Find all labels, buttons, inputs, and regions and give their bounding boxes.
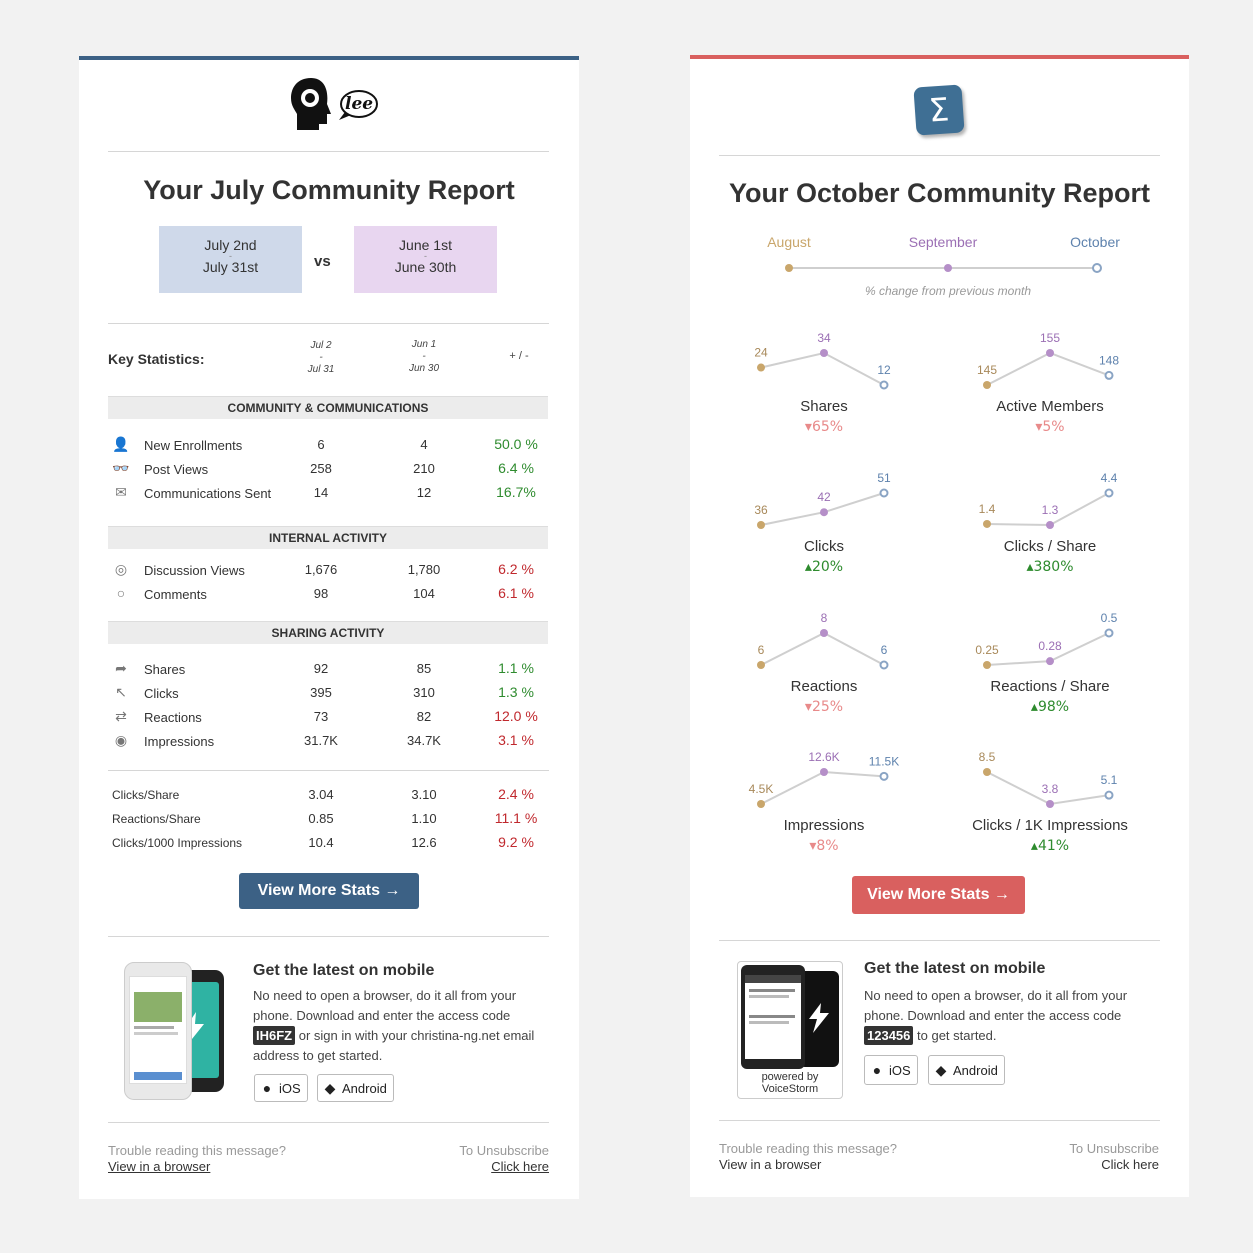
divider	[108, 151, 549, 152]
table-row	[108, 458, 548, 480]
sparkline-point	[881, 490, 888, 497]
android-store-button[interactable]	[317, 1074, 394, 1102]
metric-label: Shares	[800, 398, 848, 415]
value-label: 11.5K	[868, 754, 900, 769]
column-header-current	[291, 340, 351, 376]
mobile-text-before: No need to open a browser, do it all from your phone. Download and enter the access code	[864, 988, 1128, 1023]
ratio-current-value: 0.85	[308, 811, 334, 826]
month-label-september: September	[908, 234, 978, 250]
divider	[719, 940, 1160, 941]
row-label: New Enrollments	[144, 438, 243, 453]
row-change: 1.3 %	[498, 684, 534, 700]
row-previous-value: 1,780	[407, 562, 441, 577]
row-current-value: 395	[310, 685, 332, 700]
row-label: Impressions	[144, 734, 215, 749]
vs-label: vs	[314, 253, 331, 270]
row-previous-value: 12	[416, 485, 432, 500]
report-title: Your October Community Report	[728, 178, 1151, 208]
divider	[108, 323, 549, 324]
sparkline	[761, 772, 884, 804]
sparkline-point	[757, 800, 765, 808]
row-label: Reactions	[144, 710, 202, 725]
divider	[719, 155, 1160, 156]
value-label: 42	[817, 490, 831, 505]
eye-icon: ◉	[114, 732, 128, 748]
lee-logo	[289, 74, 381, 134]
value-label: 6	[880, 643, 888, 657]
sparkline-point	[1046, 521, 1054, 529]
value-label: 1.4	[978, 501, 996, 516]
ratio-previous-value: 12.6	[411, 835, 437, 850]
ratio-row	[108, 784, 548, 806]
value-label: 1.3	[1041, 503, 1059, 517]
column-header-change: + / -	[509, 350, 529, 362]
footer-left	[719, 1141, 897, 1173]
mobile-text-before: No need to open a browser, do it all from your phone. Download and enter the access code	[253, 988, 517, 1023]
row-current-value: 6	[317, 437, 325, 452]
row-current-value: 1,676	[304, 562, 338, 577]
row-change: 6.2 %	[498, 561, 534, 577]
ios-store-button[interactable]	[254, 1074, 308, 1102]
row-current-value: 92	[313, 661, 329, 676]
metric-change: ▾5%	[1035, 419, 1065, 435]
row-current-value: 98	[313, 586, 329, 601]
ratio-label: Clicks/Share	[112, 788, 180, 802]
timeline-dot-october	[1093, 264, 1101, 272]
sparkline-point	[881, 382, 888, 389]
sparkline	[987, 353, 1109, 385]
ratio-current-value: 3.04	[308, 787, 334, 802]
timeline-dot-august	[785, 264, 793, 272]
comment-icon: ○	[116, 585, 126, 601]
ratio-change: 9.2 %	[498, 834, 534, 850]
value-label: 51	[877, 471, 891, 485]
view-more-stats-button[interactable]: View More Stats →	[239, 873, 419, 909]
value-label: 0.28	[1038, 639, 1062, 654]
column-previous-end: Jun 30	[408, 363, 440, 374]
divider	[108, 936, 549, 937]
row-current-value: 31.7K	[304, 733, 338, 748]
ratio-previous-value: 3.10	[411, 787, 437, 802]
current-period-start: July 2nd	[204, 237, 257, 253]
july-report-card	[79, 56, 579, 1199]
divider	[108, 1122, 549, 1123]
value-label: 12.6K	[808, 750, 840, 764]
unsubscribe-text: To Unsubscribe	[1069, 1141, 1159, 1156]
mobile-text-after: to get started.	[917, 1028, 997, 1043]
metric-clicks	[754, 471, 891, 575]
brand-text: VoiceStorm	[761, 1083, 819, 1095]
value-label: 34	[817, 331, 831, 345]
section-header-sharing: SHARING ACTIVITY	[108, 621, 548, 644]
table-row	[108, 434, 548, 456]
divider	[719, 1120, 1160, 1121]
column-current-start: Jul 2	[310, 340, 332, 351]
metric-change: ▴380%	[1026, 559, 1074, 575]
sparkline-point	[881, 662, 888, 669]
metric-change: ▾65%	[804, 419, 844, 435]
timeline-dot-september	[944, 264, 952, 272]
sparkline-point	[757, 521, 765, 529]
value-label: 0.25	[975, 643, 999, 657]
row-change: 1.1 %	[498, 660, 534, 676]
row-previous-value: 85	[416, 661, 432, 676]
metric-label: Reactions / Share	[990, 678, 1110, 695]
access-code: 123456	[864, 1026, 913, 1045]
android-label: Android	[342, 1081, 387, 1096]
previous-period-end: June 30th	[394, 259, 457, 275]
sigma-icon: Σ	[927, 90, 951, 130]
value-label: 148	[1098, 353, 1120, 368]
access-code: IH6FZ	[253, 1026, 295, 1045]
row-previous-value: 210	[413, 461, 435, 476]
row-previous-value: 34.7K	[407, 733, 441, 748]
row-previous-value: 310	[413, 685, 435, 700]
row-change: 50.0 %	[494, 436, 538, 452]
value-label: 5.1	[1100, 773, 1118, 788]
envelope-icon: ✉	[115, 484, 127, 500]
sparkline	[761, 633, 884, 665]
row-label: Comments	[144, 587, 207, 602]
row-label: Communications Sent	[144, 486, 272, 501]
mobile-title: Get the latest on mobile	[253, 962, 435, 979]
row-label: Clicks	[144, 686, 179, 701]
view-in-browser-link[interactable]: View in a browser	[108, 1159, 211, 1174]
previous-period-separator: -	[424, 251, 427, 261]
section-header-community: COMMUNITY & COMMUNICATIONS	[108, 396, 548, 419]
metric-change: ▾8%	[809, 838, 839, 854]
row-change: 6.4 %	[498, 460, 534, 476]
value-label: 4.5K	[748, 782, 774, 796]
footer-right	[459, 1143, 549, 1175]
trouble-text: Trouble reading this message?	[108, 1143, 287, 1158]
android-icon: ◆	[324, 1080, 336, 1096]
value-label: 8.5	[978, 750, 996, 764]
glasses-icon: 👓	[112, 460, 130, 476]
view-more-stats-button[interactable]: View More Stats →	[852, 876, 1025, 914]
ratio-current-value: 10.4	[308, 835, 334, 850]
metric-label: Clicks / Share	[1003, 538, 1097, 555]
row-current-value: 73	[313, 709, 329, 724]
apple-icon: ●	[262, 1080, 272, 1096]
row-label: Post Views	[144, 462, 209, 477]
table-row	[108, 706, 548, 728]
sparkline-point	[881, 773, 888, 780]
sparkline-point	[1046, 800, 1054, 808]
metric-change: ▴98%	[1030, 699, 1070, 715]
cursor-icon: ↖	[115, 684, 127, 700]
metric-reactions-share	[975, 611, 1117, 715]
sparkline-point	[820, 629, 828, 637]
metric-clicks-share	[979, 471, 1118, 575]
unsubscribe-text: To Unsubscribe	[459, 1143, 549, 1158]
value-label: 12	[877, 363, 891, 377]
section-header-internal: INTERNAL ACTIVITY	[108, 526, 548, 549]
table-row	[108, 482, 548, 504]
sparkline-point	[820, 349, 828, 357]
sparkline-point	[1106, 490, 1113, 497]
metric-label: Reactions	[790, 678, 858, 695]
row-previous-value: 4	[420, 437, 428, 452]
view-in-browser-link[interactable]: View in a browser	[719, 1157, 822, 1172]
previous-period-box	[354, 226, 497, 293]
report-title: Your July Community Report	[143, 175, 515, 205]
metric-reactions	[757, 611, 888, 715]
metric-label: Clicks	[804, 538, 844, 555]
sparkline-point	[983, 661, 991, 669]
ratio-label: Clicks/1000 Impressions	[112, 836, 243, 850]
add-user-icon: 👤	[112, 436, 130, 452]
value-label: 0.5	[1100, 611, 1118, 625]
sparkline-point	[983, 520, 991, 528]
metrics-sparklines	[690, 329, 1189, 859]
column-previous-start: Jun 1	[411, 339, 437, 350]
row-label: Discussion Views	[144, 563, 245, 578]
sparkline-point	[1046, 657, 1054, 665]
metric-shares	[754, 331, 891, 435]
value-label: 155	[1039, 331, 1061, 345]
sparkline-point	[1106, 792, 1113, 799]
mobile-description	[253, 986, 549, 1066]
discussion-icon: ◎	[114, 561, 128, 577]
table-row	[108, 682, 548, 704]
column-header-previous	[394, 339, 454, 375]
android-icon: ◆	[935, 1062, 947, 1078]
logo-text: lee	[345, 94, 374, 114]
month-label-august: August	[767, 234, 811, 250]
metric-impressions	[749, 750, 900, 854]
footer-right	[1069, 1141, 1159, 1173]
unsubscribe-link[interactable]: Click here	[491, 1159, 549, 1174]
sparkline-point	[983, 381, 991, 389]
apple-icon: ●	[872, 1062, 882, 1078]
powered-by-label	[737, 1071, 843, 1095]
phone-mockup-image	[124, 962, 236, 1100]
table-row	[108, 583, 548, 605]
ratio-previous-value: 1.10	[411, 811, 437, 826]
column-current-separator: -	[319, 352, 323, 363]
table-row	[108, 559, 548, 581]
row-label: Shares	[144, 662, 186, 677]
sparkline-point	[1106, 630, 1113, 637]
android-label: Android	[953, 1063, 998, 1078]
mobile-title: Get the latest on mobile	[864, 960, 1046, 977]
value-label: 145	[976, 363, 998, 377]
sparkline-point	[820, 508, 828, 516]
key-statistics-label: Key Statistics:	[108, 351, 205, 367]
row-previous-value: 82	[416, 709, 432, 724]
android-store-button[interactable]	[928, 1055, 1005, 1085]
row-current-value: 258	[310, 461, 332, 476]
ratio-change: 2.4 %	[498, 786, 534, 802]
month-timeline	[690, 219, 1189, 309]
previous-period-start: June 1st	[399, 237, 452, 253]
metric-label: Clicks / 1K Impressions	[972, 817, 1128, 834]
metric-change: ▾25%	[804, 699, 844, 715]
value-label: 24	[754, 345, 768, 360]
row-change: 16.7%	[496, 484, 536, 500]
ratio-label: Reactions/Share	[112, 812, 201, 826]
powered-by-text: powered by	[761, 1071, 819, 1083]
divider	[108, 770, 549, 771]
ios-store-button[interactable]	[864, 1055, 918, 1085]
sigma-logo	[913, 84, 964, 135]
ratio-change: 11.1 %	[494, 810, 538, 826]
metric-active-members	[977, 331, 1119, 435]
row-change: 12.0 %	[494, 708, 538, 724]
sparkline-point	[1106, 372, 1113, 379]
value-label: 4.4	[1100, 471, 1118, 485]
row-change: 3.1 %	[498, 732, 534, 748]
metric-change: ▴20%	[804, 559, 844, 575]
row-current-value: 14	[313, 485, 329, 500]
column-current-end: Jul 31	[307, 364, 335, 375]
value-label: 3.8	[1041, 782, 1059, 796]
ratio-row	[108, 832, 548, 854]
sparkline-point	[757, 661, 765, 669]
table-row	[108, 730, 548, 752]
metric-label: Impressions	[783, 817, 865, 834]
footer-left	[108, 1143, 286, 1175]
trouble-text: Trouble reading this message?	[719, 1141, 898, 1156]
value-label: 36	[754, 503, 768, 517]
sparkline-point	[1046, 349, 1054, 357]
month-label-october: October	[1070, 234, 1120, 250]
sparkline-point	[757, 364, 765, 372]
sparkline-point	[820, 768, 828, 776]
share-icon: ➦	[115, 660, 127, 676]
metric-change: ▴41%	[1030, 838, 1070, 854]
phone-mockup-image	[737, 961, 843, 1099]
mobile-description	[864, 986, 1160, 1046]
ios-label: iOS	[279, 1081, 301, 1096]
table-row	[108, 658, 548, 680]
value-label: 8	[820, 611, 828, 625]
october-report-card	[690, 55, 1189, 1197]
timeline-note: % change from previous month	[864, 284, 1032, 298]
sparkline-point	[983, 768, 991, 776]
ratio-row	[108, 808, 548, 830]
current-period-box	[159, 226, 302, 293]
mobile-text-after: or sign in with your christina-ng.net email address to get started.	[253, 1028, 535, 1063]
metric-label: Active Members	[996, 398, 1104, 415]
column-previous-separator: -	[422, 351, 426, 362]
row-previous-value: 104	[413, 586, 435, 601]
voicestorm-icon	[803, 1001, 835, 1035]
unsubscribe-link[interactable]: Click here	[1101, 1157, 1159, 1172]
row-change: 6.1 %	[498, 585, 534, 601]
current-period-end: July 31st	[202, 259, 259, 275]
ios-label: iOS	[889, 1063, 911, 1078]
metric-clicks-1k-impressions	[972, 750, 1128, 854]
current-period-separator: -	[229, 251, 232, 261]
repost-icon: ⇄	[115, 708, 127, 724]
value-label: 6	[757, 643, 765, 657]
sparkline	[761, 353, 884, 385]
